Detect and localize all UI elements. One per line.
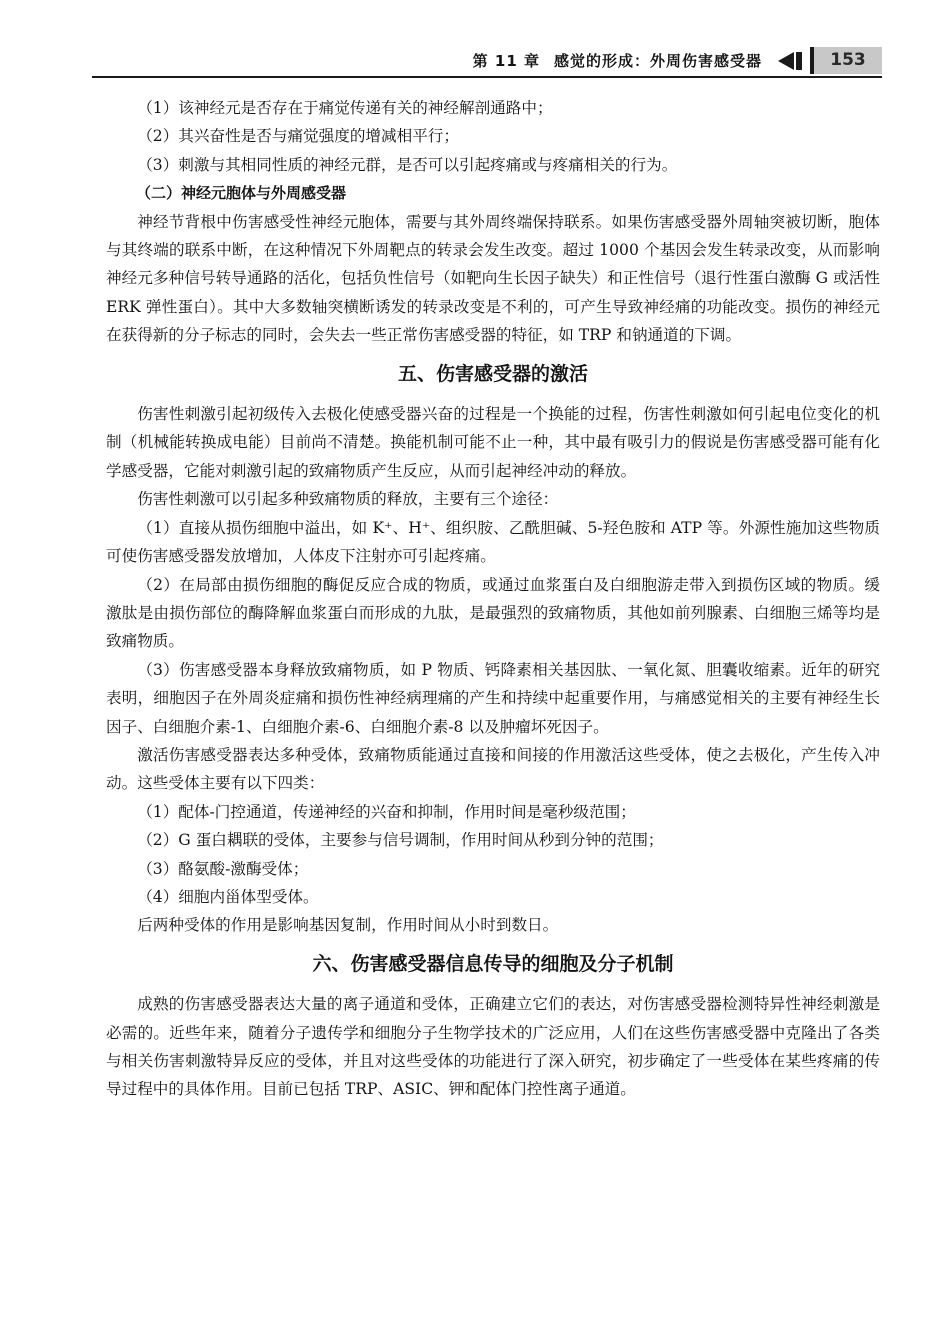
receptor-item-3: （3）酪氨酸-激酶受体； xyxy=(137,859,309,878)
page-number: 153 xyxy=(810,47,882,74)
pathway-item-1: （1）直接从损伤细胞中溢出，如 K⁺、H⁺、组织胺、乙酰胆碱、5-羟色胺和 ATP 等。外源性施加这些物质可使伤害感受器发放增加，人体皮下注射亦可引起疼痛。 xyxy=(106,518,880,566)
section-heading-mechanism: 六、伤害感受器信息传导的细胞及分子机制 xyxy=(312,952,674,975)
pathway-item-3: （3）伤害感受器本身释放致痛物质，如 P 物质、钙降素相关基因肽、一氧化氮、胆囊收缩素。近年的研究表明，细胞因子在外周炎症痛和损伤性神经病理痛的产生和持续中起重要作用，与痛感觉相关的主要有神经生长因子、白细胞介素-1、白细胞介素-6、白细胞介素-8 以及肿瘤坏死因子。 xyxy=(106,660,880,736)
list-item-3: （3）刺激与其相同性质的神经元群，是否可以引起疼痛或与疼痛相关的行为。 xyxy=(137,155,678,174)
running-header xyxy=(92,46,882,78)
chapter-number: 第 11 章 xyxy=(472,52,540,70)
page-body xyxy=(106,94,880,1104)
receptor-item-1: （1）配体-门控通道，传递神经的兴奋和抑制，作用时间是毫秒级范围； xyxy=(137,802,636,821)
paragraph-receptor-summary: 后两种受体的作用是影响基因复制，作用时间从小时到数日。 xyxy=(137,916,559,935)
list-item-1: （1）该神经元是否存在于痛觉传递有关的神经解剖通路中； xyxy=(137,99,553,117)
receptor-item-4: （4）细胞内甾体型受体。 xyxy=(137,887,319,906)
pathway-item-2: （2）在局部由损伤细胞的酶促反应合成的物质，或通过血浆蛋白及白细胞游走带入到损伤区域的物质。缓激肽是由损伤部位的酶降解血浆蛋白而形成的九肽，是最强烈的致痛物质，其他如前列腺素、白细胞三烯等均是致痛物质。 xyxy=(106,575,881,651)
paragraph-soma: 神经节背根中伤害感受性神经元胞体，需要与其外周终端保持联系。如果伤害感受器外周轴突被切断，胞体与其终端的联系中断，在这种情况下外周靶点的转录会发生改变。超过 1000 个基因会发生转录改变，从而影响神经元多种信号转导通路的活化，包括负性信号（如靶向生长因子缺失）和正性信号（退行性蛋白激酶 G 或活性 ERK 弹性蛋白）。其中大多数轴突横断诱发的转录改变是不利的，可产生导致神经痛的功能改变。损伤的神经元在获得新的分子标志的同时，会失去一些正常伤害感受器的特征，如 TRP 和钠通道的下调。 xyxy=(106,212,880,345)
paragraph-receptors-intro: 激活伤害感受器表达多种受体，致痛物质能通过直接和间接的作用激活这些受体，使之去极化，产生传入冲动。这些受体主要有以下四类： xyxy=(106,745,880,793)
paragraph-transduction: 伤害性刺激引起初级传入去极化使感受器兴奋的过程是一个换能的过程，伤害性刺激如何引起电位变化的机制（机械能转换成电能）目前尚不清楚。换能机制可能不止一种，其中最有吸引力的假说是伤害感受器可能有化学感受器，它能对刺激引起的致痛物质产生反应，从而引起神经冲动的释放。 xyxy=(106,405,880,480)
arrow-left-icon xyxy=(776,50,804,72)
chapter-name: 感觉的形成：外周伤害感受器 xyxy=(553,52,762,70)
section-heading-activation: 五、伤害感受器的激活 xyxy=(397,362,588,385)
paragraph-pathways-intro: 伤害性刺激可以引起多种致痛物质的释放，主要有三个途径： xyxy=(137,490,559,509)
subsection-heading: （二）神经元胞体与外周感受器 xyxy=(136,184,347,203)
list-item-2: （2）其兴奋性是否与痛觉强度的增减相平行； xyxy=(137,127,459,146)
paragraph-mechanism: 成熟的伤害感受器表达大量的离子通道和受体，正确建立它们的表达，对伤害感受器检测特异性神经刺激是必需的。近些年来，随着分子遗传学和细胞分子生物学技术的广泛应用，人们在这些伤害感受器中克隆出了各类与相关伤害刺激特异反应的受体，并且对这些受体的功能进行了深入研究，初步确定了一些受体在某些疼痛的传导过程中的具体作用。目前已包括 TRP、ASIC、钾和配体门控性离子通道。 xyxy=(106,995,880,1099)
receptor-item-2: （2）G 蛋白耦联的受体，主要参与信号调制，作用时间从秒到分钟的范围； xyxy=(137,831,664,850)
chapter-title xyxy=(473,50,762,71)
